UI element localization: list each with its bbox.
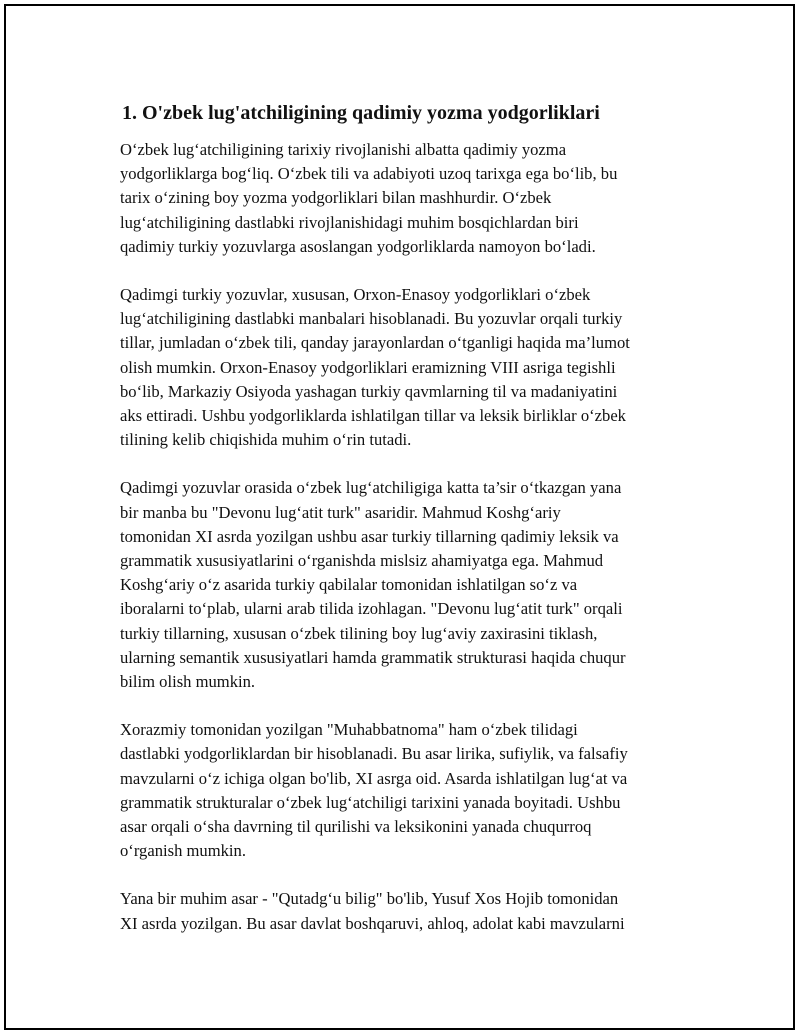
document-body <box>120 100 692 960</box>
text-line: turkiy tillarning, xususan o‘zbek tilining boy lug‘aviy zaxirasini tiklash, <box>120 623 598 643</box>
text-line: Xorazmiy tomonidan yozilgan "Muhabbatnoma" ham o‘zbek tilidagi <box>120 720 578 740</box>
text-line: bo‘lib, Markaziy Osiyoda yashagan turkiy qavmlarning til va madaniyatini <box>120 381 618 401</box>
text-line: tillar, jumladan o‘zbek tili, qanday jarayonlardan o‘tganligi haqida ma’lumot <box>120 333 630 353</box>
text-line: yodgorliklarga bog‘liq. O‘zbek tili va adabiyoti uzoq tarixga ega bo‘lib, bu <box>120 164 618 184</box>
text-line: grammatik xususiyatlarini o‘rganishda mislsiz ahamiyatga ega. Mahmud <box>120 551 604 571</box>
text-line: ularning semantik xususiyatlari hamda grammatik strukturasi haqida chuqur <box>120 647 626 667</box>
text-line: tilining kelib chiqishida muhim o‘rin tutadi. <box>120 430 412 450</box>
text-line: lug‘atchiligining dastlabki manbalari hisoblanadi. Bu yozuvlar orqali turkiy <box>120 309 623 329</box>
text-line: aks ettiradi. Ushbu yodgorliklarda ishlatilgan tillar va leksik birliklar o‘zbek <box>120 406 626 426</box>
section-heading: 1. O'zbek lug'atchiligining qadimiy yozma yodgorliklari <box>122 102 600 124</box>
text-line: iboralarni to‘plab, ularni arab tilida izohlagan. "Devonu lug‘atit turk" orqali <box>120 599 623 619</box>
text-line: mavzularni o‘z ichiga olgan bo'lib, XI asrga oid. Asarda ishlatilgan lug‘at va <box>120 768 628 788</box>
paragraph-2 <box>120 283 692 452</box>
paragraph-1 <box>120 138 692 259</box>
text-line: o‘rganish mumkin. <box>120 841 246 861</box>
text-line: XI asrda yozilgan. Bu asar davlat boshqaruvi, ahloq, adolat kabi mavzularni <box>120 913 625 933</box>
text-line: Qadimgi turkiy yozuvlar, xususan, Orxon-Enasoy yodgorliklari o‘zbek <box>120 285 591 305</box>
text-line: tarix o‘zining boy yozma yodgorliklari bilan mashhurdir. O‘zbek <box>120 188 552 208</box>
text-line: asar orqali o‘sha davrning til qurilishi va leksikonini yanada chuqurroq <box>120 817 592 837</box>
text-line: grammatik strukturalar o‘zbek lug‘atchiligi tarixini yanada boyitadi. Ushbu <box>120 792 621 812</box>
text-line: bir manba bu "Devonu lug‘atit turk" asaridir. Mahmud Koshg‘ariy <box>120 502 561 522</box>
text-line: O‘zbek lug‘atchiligining tarixiy rivojlanishi albatta qadimiy yozma <box>120 140 567 159</box>
text-line: Yana bir muhim asar - "Qutadg‘u bilig" bo'lib, Yusuf Xos Hojib tomonidan <box>120 889 619 909</box>
text-line: lug‘atchiligining dastlabki rivojlanishidagi muhim bosqichlardan biri <box>120 212 579 232</box>
paragraph-5 <box>120 887 692 935</box>
paragraph-4 <box>120 718 692 863</box>
paragraph-3 <box>120 476 692 694</box>
text-line: bilim olish mumkin. <box>120 672 256 692</box>
text-line: dastlabki yodgorliklardan bir hisoblanadi. Bu asar lirika, sufiylik, va falsafiy <box>120 744 628 764</box>
text-line: Qadimgi yozuvlar orasida o‘zbek lug‘atchiligiga katta ta’sir o‘tkazgan yana <box>120 478 622 498</box>
text-line: olish mumkin. Orxon-Enasoy yodgorliklari eramizning VIII asriga tegishli <box>120 357 616 377</box>
text-line: tomonidan XI asrda yozilgan ushbu asar turkiy tillarning qadimiy leksik va <box>120 526 619 546</box>
text-line: Koshg‘ariy o‘z asarida turkiy qabilalar tomonidan ishlatilgan so‘z va <box>120 575 578 595</box>
page-frame <box>4 4 795 1030</box>
text-line: qadimiy turkiy yozuvlarga asoslangan yodgorliklarda namoyon bo‘ladi. <box>120 236 596 256</box>
